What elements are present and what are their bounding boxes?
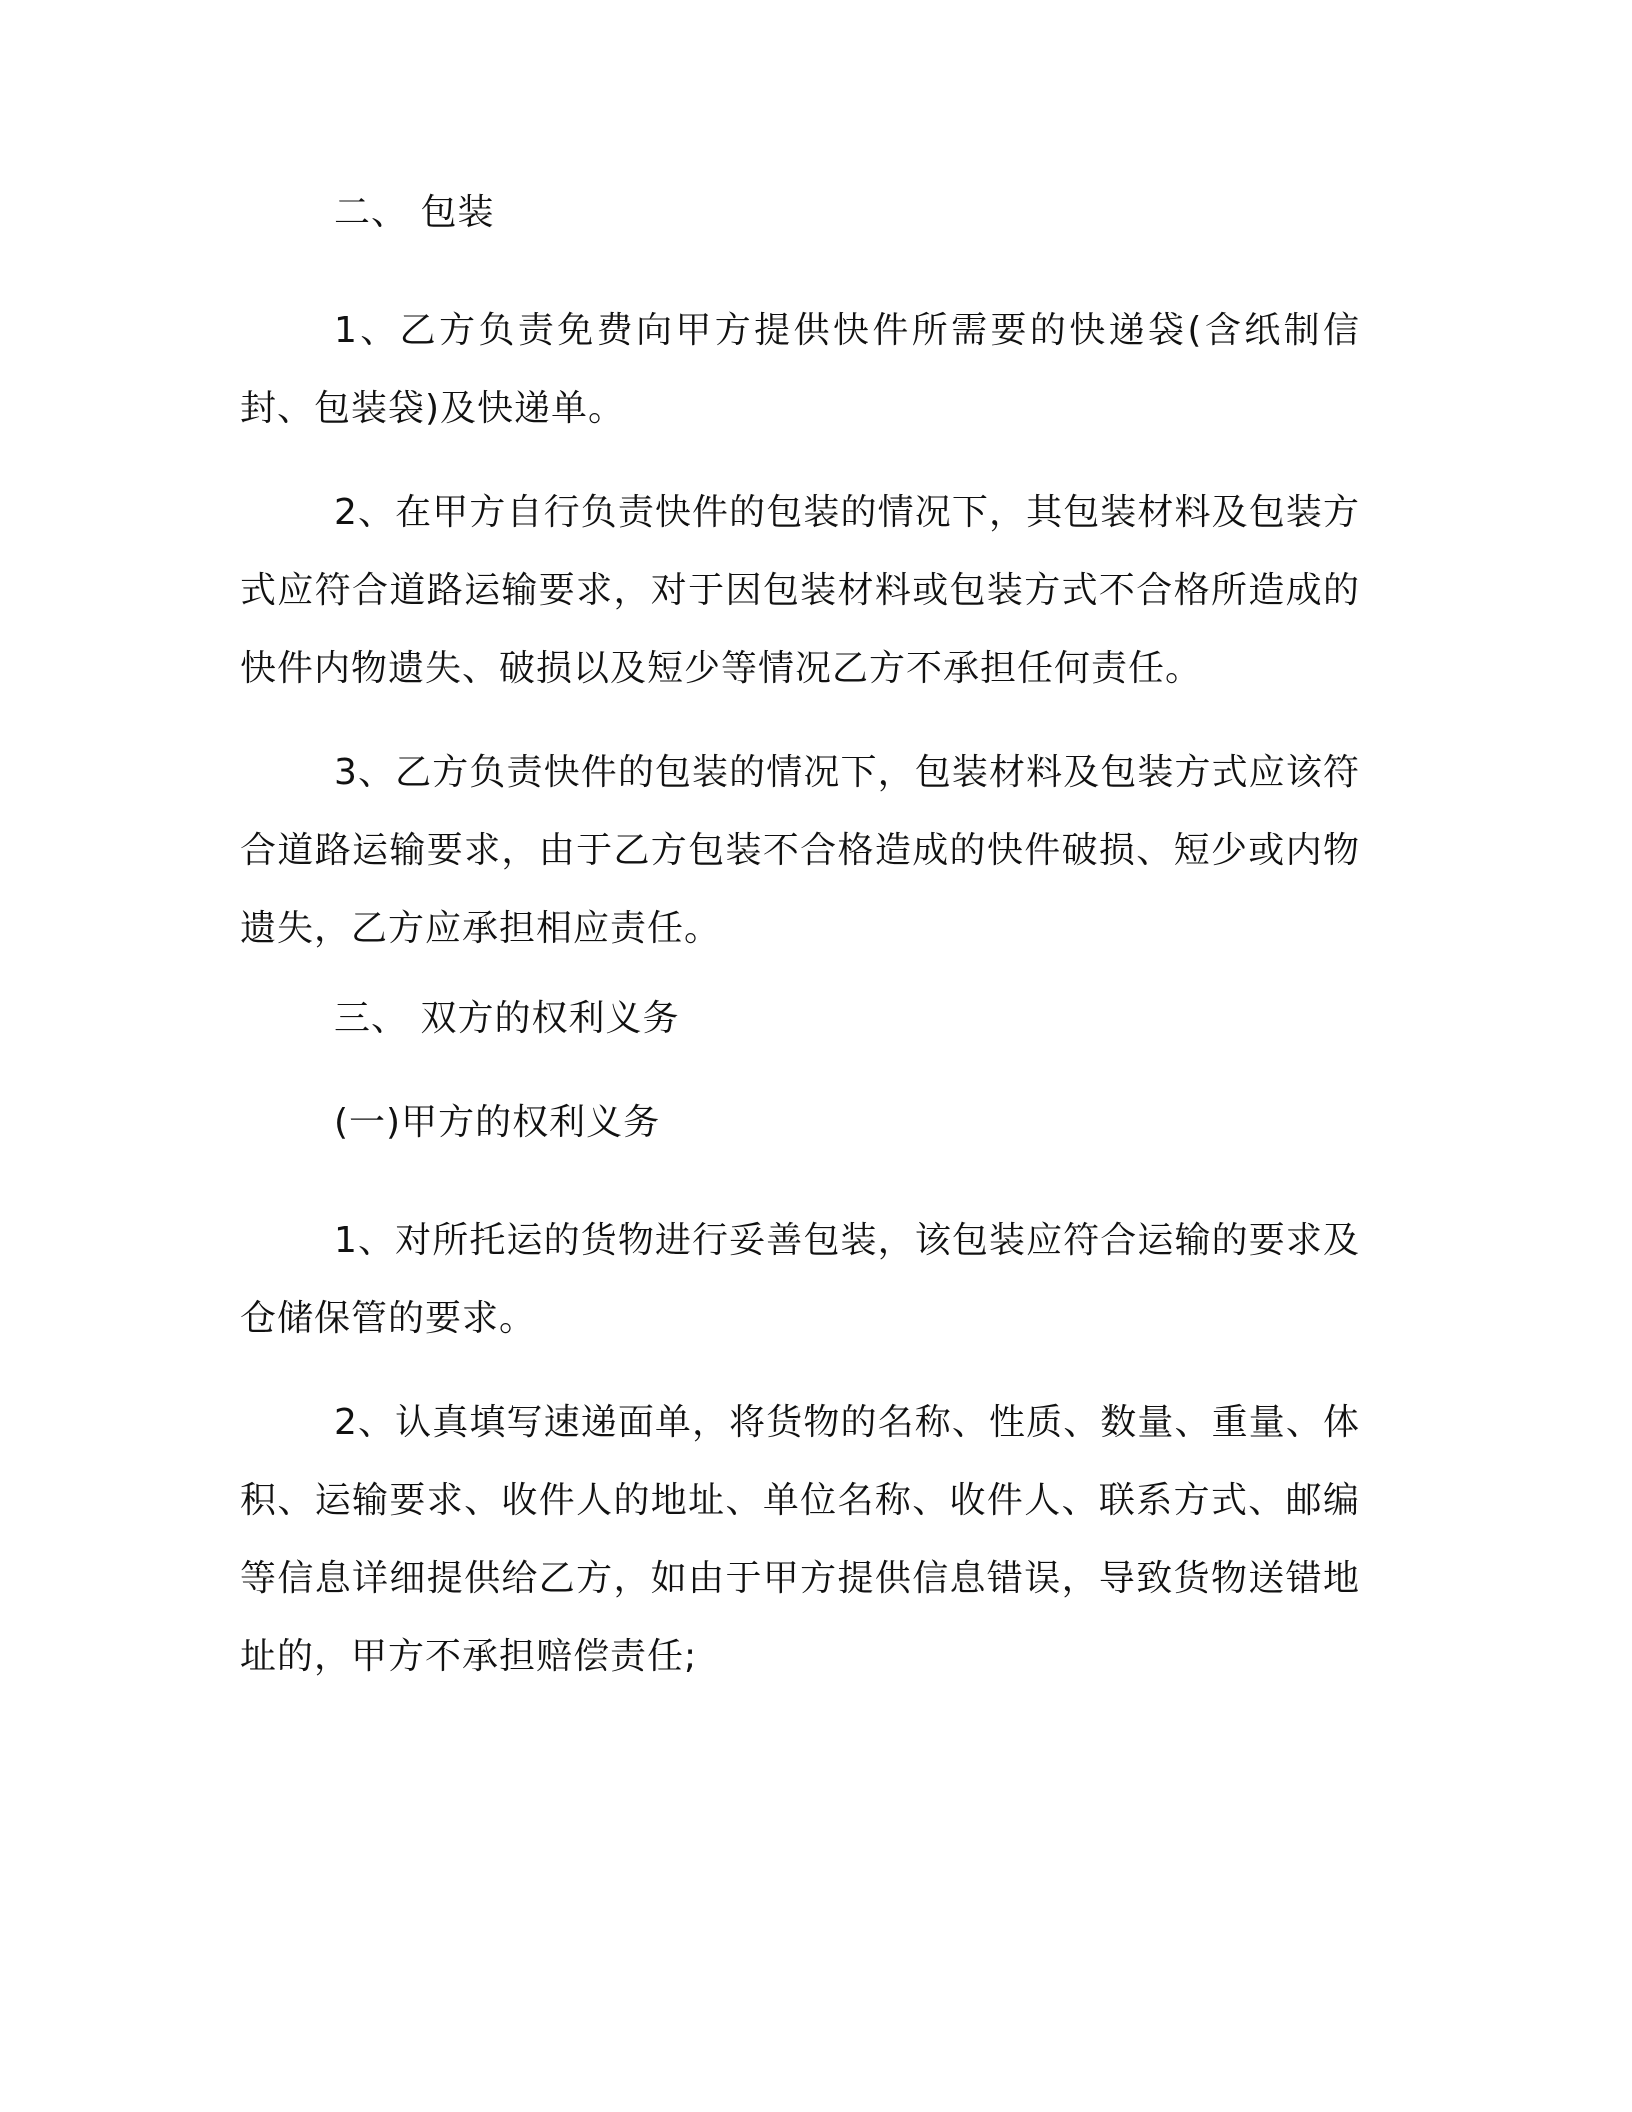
section-two-heading: 二、 包装 (334, 192, 495, 233)
subsection-one-heading: (一)甲方的权利义务 (334, 1102, 661, 1143)
packaging-clause-1: 1、乙方负责免费向甲方提供快件所需要的快递袋(含纸制信封、包装袋)及快递单。 (240, 310, 1360, 429)
party-a-clause-1: 1、对所托运的货物进行妥善包装，该包装应符合运输的要求及仓储保管的要求。 (240, 1220, 1360, 1339)
section-three-heading: 三、 双方的权利义务 (334, 998, 680, 1039)
packaging-clause-3: 3、乙方负责快件的包装的情况下，包装材料及包装方式应该符合道路运输要求，由于乙方包装不合格造成的快件破损、短少或内物遗失，乙方应承担相应责任。 (240, 752, 1360, 949)
packaging-clause-2: 2、在甲方自行负责快件的包装的情况下，其包装材料及包装方式应符合道路运输要求，对于因包装材料或包装方式不合格所造成的快件内物遗失、破损以及短少等情况乙方不承担任何责任。 (240, 492, 1360, 689)
document-body (240, 188, 1360, 1722)
party-a-clause-2: 2、认真填写速递面单，将货物的名称、性质、数量、重量、体积、运输要求、收件人的地址、单位名称、收件人、联系方式、邮编等信息详细提供给乙方，如由于甲方提供信息错误，导致货物送错地址的，甲方不承担赔偿责任; (240, 1402, 1360, 1677)
